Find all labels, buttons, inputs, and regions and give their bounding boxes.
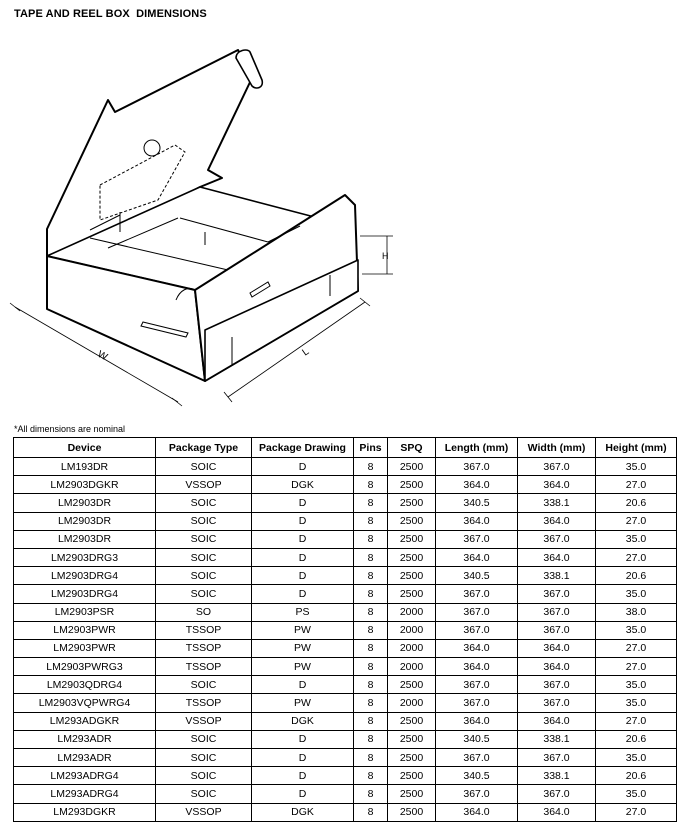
cell-package-type: SOIC — [156, 567, 252, 585]
cell-device: LM193DR — [14, 458, 156, 476]
cell-spq: 2000 — [388, 603, 436, 621]
cell-width: 367.0 — [518, 785, 596, 803]
cell-width: 367.0 — [518, 585, 596, 603]
cell-width: 338.1 — [518, 767, 596, 785]
cell-width: 364.0 — [518, 803, 596, 821]
cell-pins: 8 — [354, 476, 388, 494]
cell-package-type: VSSOP — [156, 476, 252, 494]
cell-device: LM293ADR — [14, 749, 156, 767]
cell-package-drawing: DGK — [252, 712, 354, 730]
cell-pins: 8 — [354, 803, 388, 821]
cell-package-drawing: PW — [252, 621, 354, 639]
col-height: Height (mm) — [596, 438, 677, 458]
cell-length: 364.0 — [436, 548, 518, 566]
col-pins: Pins — [354, 438, 388, 458]
table-row — [14, 512, 677, 530]
cell-spq: 2500 — [388, 548, 436, 566]
col-width: Width (mm) — [518, 438, 596, 458]
cell-height: 20.6 — [596, 730, 677, 748]
cell-height: 27.0 — [596, 476, 677, 494]
cell-package-type: SOIC — [156, 458, 252, 476]
cell-pins: 8 — [354, 785, 388, 803]
cell-package-drawing: D — [252, 749, 354, 767]
cell-length: 367.0 — [436, 603, 518, 621]
length-label: L — [300, 346, 312, 359]
page-title: TAPE AND REEL BOX DIMENSIONS — [14, 8, 207, 20]
table-row — [14, 658, 677, 676]
cell-device: LM2903VQPWRG4 — [14, 694, 156, 712]
cell-spq: 2500 — [388, 476, 436, 494]
cell-package-drawing: D — [252, 585, 354, 603]
cell-length: 367.0 — [436, 676, 518, 694]
table-row — [14, 730, 677, 748]
cell-height: 38.0 — [596, 603, 677, 621]
cell-package-type: TSSOP — [156, 621, 252, 639]
cell-spq: 2500 — [388, 767, 436, 785]
cell-package-type: SOIC — [156, 749, 252, 767]
cell-width: 338.1 — [518, 494, 596, 512]
table-row — [14, 803, 677, 821]
cell-pins: 8 — [354, 749, 388, 767]
cell-package-drawing: D — [252, 512, 354, 530]
cell-width: 364.0 — [518, 476, 596, 494]
cell-height: 27.0 — [596, 639, 677, 657]
cell-length: 340.5 — [436, 730, 518, 748]
table-row — [14, 621, 677, 639]
cell-spq: 2500 — [388, 458, 436, 476]
cell-package-drawing: D — [252, 494, 354, 512]
cell-package-type: SOIC — [156, 730, 252, 748]
cell-height: 35.0 — [596, 621, 677, 639]
table-row — [14, 785, 677, 803]
cell-width: 364.0 — [518, 639, 596, 657]
table-row — [14, 530, 677, 548]
dimensions-table — [13, 437, 677, 822]
table-row — [14, 749, 677, 767]
dimensions-note: *All dimensions are nominal — [14, 424, 126, 434]
cell-device: LM2903PWRG3 — [14, 658, 156, 676]
cell-package-drawing: PW — [252, 639, 354, 657]
cell-length: 364.0 — [436, 512, 518, 530]
cell-height: 20.6 — [596, 567, 677, 585]
cell-spq: 2500 — [388, 785, 436, 803]
cell-spq: 2000 — [388, 694, 436, 712]
cell-pins: 8 — [354, 603, 388, 621]
cell-pins: 8 — [354, 548, 388, 566]
table-row — [14, 548, 677, 566]
table-row — [14, 585, 677, 603]
cell-width: 367.0 — [518, 676, 596, 694]
cell-package-drawing: D — [252, 767, 354, 785]
cell-spq: 2500 — [388, 749, 436, 767]
width-label: W — [95, 348, 110, 364]
cell-height: 35.0 — [596, 676, 677, 694]
cell-package-type: TSSOP — [156, 639, 252, 657]
cell-package-drawing: D — [252, 785, 354, 803]
cell-device: LM2903QDRG4 — [14, 676, 156, 694]
cell-spq: 2500 — [388, 512, 436, 530]
cell-package-type: SOIC — [156, 548, 252, 566]
cell-pins: 8 — [354, 676, 388, 694]
cell-spq: 2500 — [388, 530, 436, 548]
cell-device: LM293ADGKR — [14, 712, 156, 730]
cell-width: 367.0 — [518, 749, 596, 767]
cell-length: 367.0 — [436, 621, 518, 639]
cell-length: 367.0 — [436, 530, 518, 548]
cell-width: 338.1 — [518, 730, 596, 748]
cell-pins: 8 — [354, 694, 388, 712]
table-row — [14, 767, 677, 785]
col-package-drawing: Package Drawing — [252, 438, 354, 458]
table-row — [14, 458, 677, 476]
col-device: Device — [14, 438, 156, 458]
table-row — [14, 476, 677, 494]
cell-spq: 2000 — [388, 639, 436, 657]
col-spq: SPQ — [388, 438, 436, 458]
cell-width: 367.0 — [518, 603, 596, 621]
height-label: H — [382, 251, 389, 261]
cell-device: LM293ADRG4 — [14, 785, 156, 803]
cell-spq: 2500 — [388, 712, 436, 730]
cell-package-type: SO — [156, 603, 252, 621]
cell-package-drawing: PS — [252, 603, 354, 621]
table-row — [14, 603, 677, 621]
cell-device: LM2903DR — [14, 512, 156, 530]
cell-width: 364.0 — [518, 512, 596, 530]
cell-package-type: SOIC — [156, 676, 252, 694]
cell-package-type: SOIC — [156, 530, 252, 548]
table-row — [14, 694, 677, 712]
cell-length: 367.0 — [436, 458, 518, 476]
cell-package-type: VSSOP — [156, 712, 252, 730]
cell-height: 27.0 — [596, 803, 677, 821]
cell-package-drawing: PW — [252, 694, 354, 712]
cell-device: LM293DGKR — [14, 803, 156, 821]
cell-package-type: TSSOP — [156, 694, 252, 712]
cell-length: 364.0 — [436, 658, 518, 676]
col-length: Length (mm) — [436, 438, 518, 458]
table-header-row — [14, 438, 677, 458]
cell-height: 35.0 — [596, 458, 677, 476]
cell-package-drawing: D — [252, 548, 354, 566]
cell-height: 35.0 — [596, 785, 677, 803]
cell-spq: 2500 — [388, 585, 436, 603]
cell-pins: 8 — [354, 767, 388, 785]
cell-height: 35.0 — [596, 694, 677, 712]
cell-spq: 2000 — [388, 658, 436, 676]
col-package-type: Package Type — [156, 438, 252, 458]
cell-pins: 8 — [354, 621, 388, 639]
cell-package-drawing: D — [252, 458, 354, 476]
cell-package-drawing: D — [252, 730, 354, 748]
cell-pins: 8 — [354, 567, 388, 585]
cell-spq: 2500 — [388, 494, 436, 512]
cell-length: 364.0 — [436, 803, 518, 821]
cell-height: 27.0 — [596, 658, 677, 676]
cell-package-type: VSSOP — [156, 803, 252, 821]
cell-pins: 8 — [354, 730, 388, 748]
cell-pins: 8 — [354, 458, 388, 476]
cell-device: LM2903DR — [14, 530, 156, 548]
cell-height: 20.6 — [596, 767, 677, 785]
cell-device: LM2903PWR — [14, 621, 156, 639]
cell-package-type: SOIC — [156, 585, 252, 603]
cell-device: LM2903DRG4 — [14, 585, 156, 603]
cell-length: 340.5 — [436, 567, 518, 585]
cell-package-type: SOIC — [156, 785, 252, 803]
cell-package-type: SOIC — [156, 494, 252, 512]
cell-spq: 2500 — [388, 730, 436, 748]
cell-pins: 8 — [354, 658, 388, 676]
cell-spq: 2500 — [388, 676, 436, 694]
cell-length: 367.0 — [436, 585, 518, 603]
cell-device: LM2903PSR — [14, 603, 156, 621]
cell-width: 367.0 — [518, 694, 596, 712]
cell-height: 35.0 — [596, 585, 677, 603]
cell-spq: 2500 — [388, 567, 436, 585]
cell-length: 340.5 — [436, 494, 518, 512]
table-row — [14, 567, 677, 585]
cell-height: 27.0 — [596, 512, 677, 530]
cell-height: 27.0 — [596, 548, 677, 566]
cell-device: LM2903DRG3 — [14, 548, 156, 566]
cell-width: 338.1 — [518, 567, 596, 585]
cell-height: 20.6 — [596, 494, 677, 512]
cell-length: 364.0 — [436, 476, 518, 494]
cell-length: 367.0 — [436, 785, 518, 803]
cell-pins: 8 — [354, 585, 388, 603]
cell-spq: 2500 — [388, 803, 436, 821]
cell-spq: 2000 — [388, 621, 436, 639]
cell-height: 35.0 — [596, 749, 677, 767]
cell-width: 364.0 — [518, 712, 596, 730]
cell-device: LM2903PWR — [14, 639, 156, 657]
cell-device: LM293ADRG4 — [14, 767, 156, 785]
cell-pins: 8 — [354, 530, 388, 548]
cell-package-drawing: DGK — [252, 803, 354, 821]
cell-length: 364.0 — [436, 712, 518, 730]
table-row — [14, 712, 677, 730]
cell-pins: 8 — [354, 712, 388, 730]
cell-device: LM2903DR — [14, 494, 156, 512]
cell-length: 364.0 — [436, 639, 518, 657]
cell-width: 367.0 — [518, 458, 596, 476]
cell-height: 27.0 — [596, 712, 677, 730]
cell-width: 367.0 — [518, 530, 596, 548]
cell-pins: 8 — [354, 512, 388, 530]
cell-device: LM2903DGKR — [14, 476, 156, 494]
cell-package-drawing: DGK — [252, 476, 354, 494]
cell-package-drawing: D — [252, 676, 354, 694]
cell-height: 35.0 — [596, 530, 677, 548]
cell-package-drawing: D — [252, 530, 354, 548]
cell-package-type: TSSOP — [156, 658, 252, 676]
cell-pins: 8 — [354, 639, 388, 657]
cell-device: LM2903DRG4 — [14, 567, 156, 585]
cell-width: 367.0 — [518, 621, 596, 639]
cell-width: 364.0 — [518, 658, 596, 676]
cell-length: 340.5 — [436, 767, 518, 785]
cell-package-drawing: D — [252, 567, 354, 585]
cell-length: 367.0 — [436, 749, 518, 767]
cell-package-drawing: PW — [252, 658, 354, 676]
reel-box-figure — [0, 22, 695, 422]
cell-package-type: SOIC — [156, 512, 252, 530]
cell-device: LM293ADR — [14, 730, 156, 748]
cell-length: 367.0 — [436, 694, 518, 712]
table-row — [14, 676, 677, 694]
cell-package-type: SOIC — [156, 767, 252, 785]
table-row — [14, 639, 677, 657]
cell-pins: 8 — [354, 494, 388, 512]
cell-width: 364.0 — [518, 548, 596, 566]
table-row — [14, 494, 677, 512]
